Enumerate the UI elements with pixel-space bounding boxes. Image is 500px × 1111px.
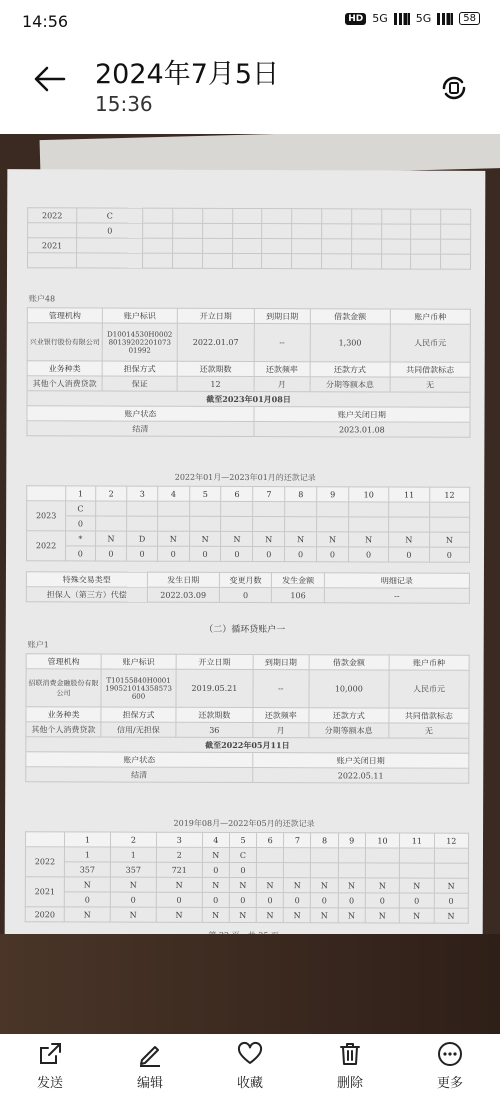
edit-button[interactable]: [110, 1034, 190, 1111]
value-cell: --: [254, 324, 310, 362]
year-cell: 2021: [28, 238, 77, 253]
section-heading: （二）循环贷账户一: [204, 624, 286, 636]
favorite-label: 收藏: [236, 1076, 263, 1091]
record-cell: 357: [64, 862, 110, 877]
value-cell: 人民币元: [390, 324, 470, 362]
share-icon: [36, 1040, 64, 1068]
header-cell: 发生日期: [147, 572, 219, 587]
year-cell: 2022: [28, 208, 77, 223]
header-cell: 账户状态: [27, 406, 254, 422]
value-cell: 月: [254, 377, 310, 392]
record-cell: N: [399, 908, 433, 923]
record-cell: N: [229, 907, 256, 922]
account-1-record-table: [25, 831, 469, 924]
record-cell: N: [400, 878, 434, 893]
year-cell: 2022: [25, 847, 64, 877]
header-cell: 明细记录: [324, 573, 469, 589]
account-1-info-table: [25, 653, 469, 784]
value-cell: D10014530H0002 80139202201073 01992: [102, 323, 177, 361]
back-arrow-icon[interactable]: [34, 64, 66, 98]
record-cell: 0: [348, 547, 388, 562]
record-cell: N: [221, 531, 253, 546]
value-cell: 其他个人消费贷款: [26, 722, 101, 737]
record-cell: N: [311, 878, 338, 893]
record-cell: N: [64, 877, 110, 892]
header-cell: 到期日期: [254, 309, 310, 324]
record-cell: N: [202, 877, 229, 892]
header-cell: 共同借款标志: [389, 708, 469, 723]
record-cell: 721: [156, 862, 202, 877]
record-cell: N: [189, 531, 221, 546]
account-48-record-table: [26, 485, 470, 563]
record-cell: 0: [157, 546, 189, 561]
delete-button[interactable]: [310, 1034, 390, 1111]
value-cell: 人民币元: [389, 670, 469, 708]
more-label: 更多: [436, 1076, 463, 1091]
record-cell: N: [256, 878, 283, 893]
value-cell: 无: [390, 377, 470, 392]
record-cell: N: [365, 908, 399, 923]
value-cell: 信用/无担保: [101, 722, 176, 737]
signal-label-2: 5G: [415, 12, 432, 25]
credit-report-page: [5, 169, 486, 951]
signal-icon: [394, 13, 410, 25]
record-cell: 0: [434, 893, 468, 908]
header-cell: 还款期数: [177, 361, 254, 376]
month-cell: 8: [285, 487, 317, 502]
month-cell: 2: [110, 832, 156, 847]
more-button[interactable]: [410, 1034, 490, 1111]
record-cell: N: [110, 907, 156, 922]
send-label: 发送: [36, 1076, 63, 1091]
year-cell: 2021: [25, 877, 64, 907]
top-repayment-table: [27, 207, 471, 270]
month-cell: 9: [317, 487, 349, 502]
account-48-info-table: [26, 307, 470, 438]
value-cell: --: [324, 588, 469, 604]
record-cell: 0: [229, 862, 256, 877]
month-cell: 5: [229, 832, 256, 847]
account-48-special-table: [26, 571, 470, 604]
month-cell: 2: [95, 486, 127, 501]
record-cell: N: [434, 878, 468, 893]
account-48-label: 账户48: [28, 294, 56, 304]
month-cell: 10: [365, 833, 399, 848]
record-cell: 0: [65, 546, 95, 561]
record-cell: N: [64, 907, 110, 922]
month-cell: 1: [66, 486, 96, 501]
header-cell: 管理机构: [26, 654, 101, 669]
year-cell: 2022: [26, 531, 65, 561]
month-cell: 10: [349, 487, 389, 502]
record-cell: 0: [317, 547, 349, 562]
value-cell: T10155840H0001 190521014358573 600: [101, 669, 176, 707]
month-cell: 4: [157, 486, 189, 501]
value-cell: 保证: [102, 376, 177, 391]
record-cell: 0: [202, 862, 229, 877]
record-cell: *: [66, 531, 96, 546]
month-cell: 12: [429, 487, 470, 502]
record-cell: N: [253, 532, 285, 547]
record-cell: N: [429, 532, 470, 547]
record-cell: N: [434, 908, 468, 923]
header-cell: 变更月数: [219, 572, 272, 587]
header-cell: 还款方式: [310, 362, 390, 377]
header-cell: 担保方式: [101, 707, 176, 722]
value-cell: 无: [389, 723, 469, 738]
delete-label: 删除: [336, 1076, 363, 1091]
record-cell: 0: [399, 893, 433, 908]
record-cell: 0: [202, 892, 229, 907]
month-cell: 3: [127, 486, 157, 501]
month-cell: 7: [284, 833, 311, 848]
header-cell: 账户标识: [101, 654, 176, 669]
record-cell: 0: [110, 892, 156, 907]
record-cell: 0: [284, 893, 311, 908]
header-cell: 到期日期: [253, 655, 309, 670]
account-48-record-title: 2022年01月—2023年01月的还款记录: [174, 472, 316, 483]
record-cell: N: [202, 907, 229, 922]
status-bar: [0, 0, 500, 44]
record-cell: 0: [127, 546, 157, 561]
record-cell: N: [338, 908, 365, 923]
month-cell: 11: [400, 833, 434, 848]
record-cell: 0: [338, 893, 365, 908]
header-cell: 开立日期: [176, 654, 253, 669]
status-time: 14:56: [22, 12, 69, 31]
status-icons: [345, 12, 480, 25]
header-cell: 借款金额: [309, 655, 389, 670]
record-cell: N: [156, 907, 202, 922]
heart-icon: [236, 1040, 264, 1068]
record-cell: N: [110, 877, 156, 892]
month-cell: 6: [221, 486, 253, 501]
header-cell: 账户币种: [389, 655, 469, 670]
send-button[interactable]: [10, 1034, 90, 1111]
month-cell: 12: [434, 833, 468, 848]
record-cell: 0: [389, 547, 429, 562]
record-cell: 0: [77, 223, 143, 238]
record-cell: N: [389, 532, 429, 547]
value-cell: 2023.01.08: [254, 422, 470, 438]
month-cell: 5: [189, 486, 221, 501]
record-cell: N: [202, 847, 229, 862]
record-cell: N: [284, 908, 311, 923]
record-cell: 0: [429, 547, 470, 562]
trash-icon: [336, 1040, 364, 1068]
header-cell: 还款频率: [253, 708, 309, 723]
record-cell: N: [348, 532, 388, 547]
as-of-date: 截至2023年01月08日: [27, 391, 470, 408]
header-cell: 账户标识: [102, 308, 177, 323]
record-cell: 0: [229, 892, 256, 907]
record-cell: C: [77, 208, 143, 223]
record-cell: N: [311, 908, 338, 923]
header-cell: 管理机构: [27, 308, 102, 323]
record-cell: N: [157, 531, 189, 546]
signal-label-1: 5G: [372, 12, 388, 25]
record-cell: N: [365, 878, 399, 893]
value-cell: 2019.05.21: [176, 669, 253, 707]
record-cell: 0: [64, 892, 110, 907]
header-cell: 还款方式: [309, 708, 389, 723]
photo-image[interactable]: [0, 134, 500, 1034]
record-cell: 2: [156, 847, 202, 862]
value-cell: 10,000: [309, 670, 389, 708]
value-cell: 结清: [27, 421, 254, 437]
header-cell: 还款期数: [176, 707, 253, 722]
desk-background: [0, 934, 500, 1034]
record-cell: 0: [253, 547, 285, 562]
value-cell: 0: [219, 587, 272, 602]
value-cell: 2022.03.09: [147, 587, 219, 602]
edit-label: 编辑: [136, 1076, 163, 1091]
edit-icon: [136, 1040, 164, 1068]
month-cell: 9: [338, 833, 365, 848]
record-cell: N: [256, 908, 283, 923]
header-cell: 担保方式: [102, 361, 177, 376]
value-cell: 2022.01.07: [177, 323, 254, 361]
header-cell: 还款频率: [254, 362, 310, 377]
month-cell: 7: [253, 487, 285, 502]
value-cell: 分期等额本息: [310, 377, 390, 392]
header-cell: 账户关闭日期: [254, 407, 470, 423]
record-cell: N: [284, 878, 311, 893]
value-cell: 106: [272, 588, 325, 603]
record-cell: N: [229, 877, 256, 892]
record-cell: 0: [365, 893, 399, 908]
photo-date-title: 2024年7月5日: [95, 59, 280, 90]
record-cell: 0: [256, 893, 283, 908]
value-cell: 兴业银行股份有限公司: [27, 323, 102, 361]
value-cell: 2022.05.11: [253, 768, 469, 784]
record-cell: N: [95, 531, 127, 546]
value-cell: --: [253, 670, 309, 708]
value-cell: 担保人（第三方）代偿: [26, 587, 147, 602]
header-cell: 业务种类: [26, 707, 101, 722]
hd-badge: HD: [345, 13, 366, 25]
month-cell: 11: [389, 487, 429, 502]
as-of-date: 截至2022年05月11日: [26, 737, 469, 754]
favorite-button[interactable]: [210, 1034, 290, 1111]
value-cell: 招联消费金融股份有限公司: [26, 669, 101, 707]
more-icon: [436, 1040, 464, 1068]
value-cell: 分期等额本息: [309, 723, 389, 738]
header-cell: 特殊交易类型: [26, 572, 147, 587]
battery-icon: 58: [459, 12, 480, 25]
month-cell: 3: [156, 832, 202, 847]
month-cell: 8: [311, 833, 338, 848]
record-cell: 0: [156, 892, 202, 907]
month-cell: 4: [202, 832, 229, 847]
record-cell: 0: [285, 547, 317, 562]
record-cell: N: [285, 532, 317, 547]
record-cell: N: [156, 877, 202, 892]
value-cell: 结清: [26, 767, 253, 783]
record-cell: 0: [189, 546, 221, 561]
header-cell: 共同借款标志: [390, 362, 470, 377]
account-1-record-title: 2019年08月—2022年05月的还款记录: [173, 818, 315, 829]
header-cell: 账户币种: [390, 309, 470, 324]
photo-time-subtitle: 15:36: [95, 92, 153, 116]
record-cell: 1: [110, 847, 156, 862]
record-cell: 0: [95, 546, 127, 561]
record-cell: 1: [64, 847, 110, 862]
record-cell: N: [338, 878, 365, 893]
header-cell: 业务种类: [27, 361, 102, 376]
record-cell: 357: [110, 862, 156, 877]
value-cell: 12: [177, 376, 254, 391]
viewer-header: [0, 44, 500, 134]
header-cell: 借款金额: [310, 309, 390, 324]
bottom-toolbar: [0, 1034, 500, 1111]
record-cell: N: [317, 532, 349, 547]
header-cell: 发生金额: [272, 573, 325, 588]
rotate-screen-icon[interactable]: [438, 72, 470, 104]
value-cell: 月: [253, 723, 309, 738]
record-cell: 0: [311, 893, 338, 908]
year-cell: 2023: [27, 501, 66, 531]
header-cell: 开立日期: [177, 308, 254, 323]
record-cell: C: [66, 501, 96, 516]
month-cell: 6: [257, 833, 284, 848]
year-cell: 2020: [25, 907, 64, 922]
month-cell: 1: [64, 832, 110, 847]
account-1-label: 账户1: [27, 640, 49, 650]
record-cell: D: [127, 531, 157, 546]
value-cell: 36: [176, 722, 253, 737]
header-cell: 账户状态: [26, 752, 253, 768]
record-cell: 0: [221, 546, 253, 561]
value-cell: 1,300: [310, 324, 390, 362]
signal-icon-2: [437, 13, 453, 25]
record-cell: 0: [66, 516, 96, 531]
record-cell: C: [229, 847, 256, 862]
header-cell: 账户关闭日期: [253, 753, 469, 769]
value-cell: 其他个人消费贷款: [27, 376, 102, 391]
